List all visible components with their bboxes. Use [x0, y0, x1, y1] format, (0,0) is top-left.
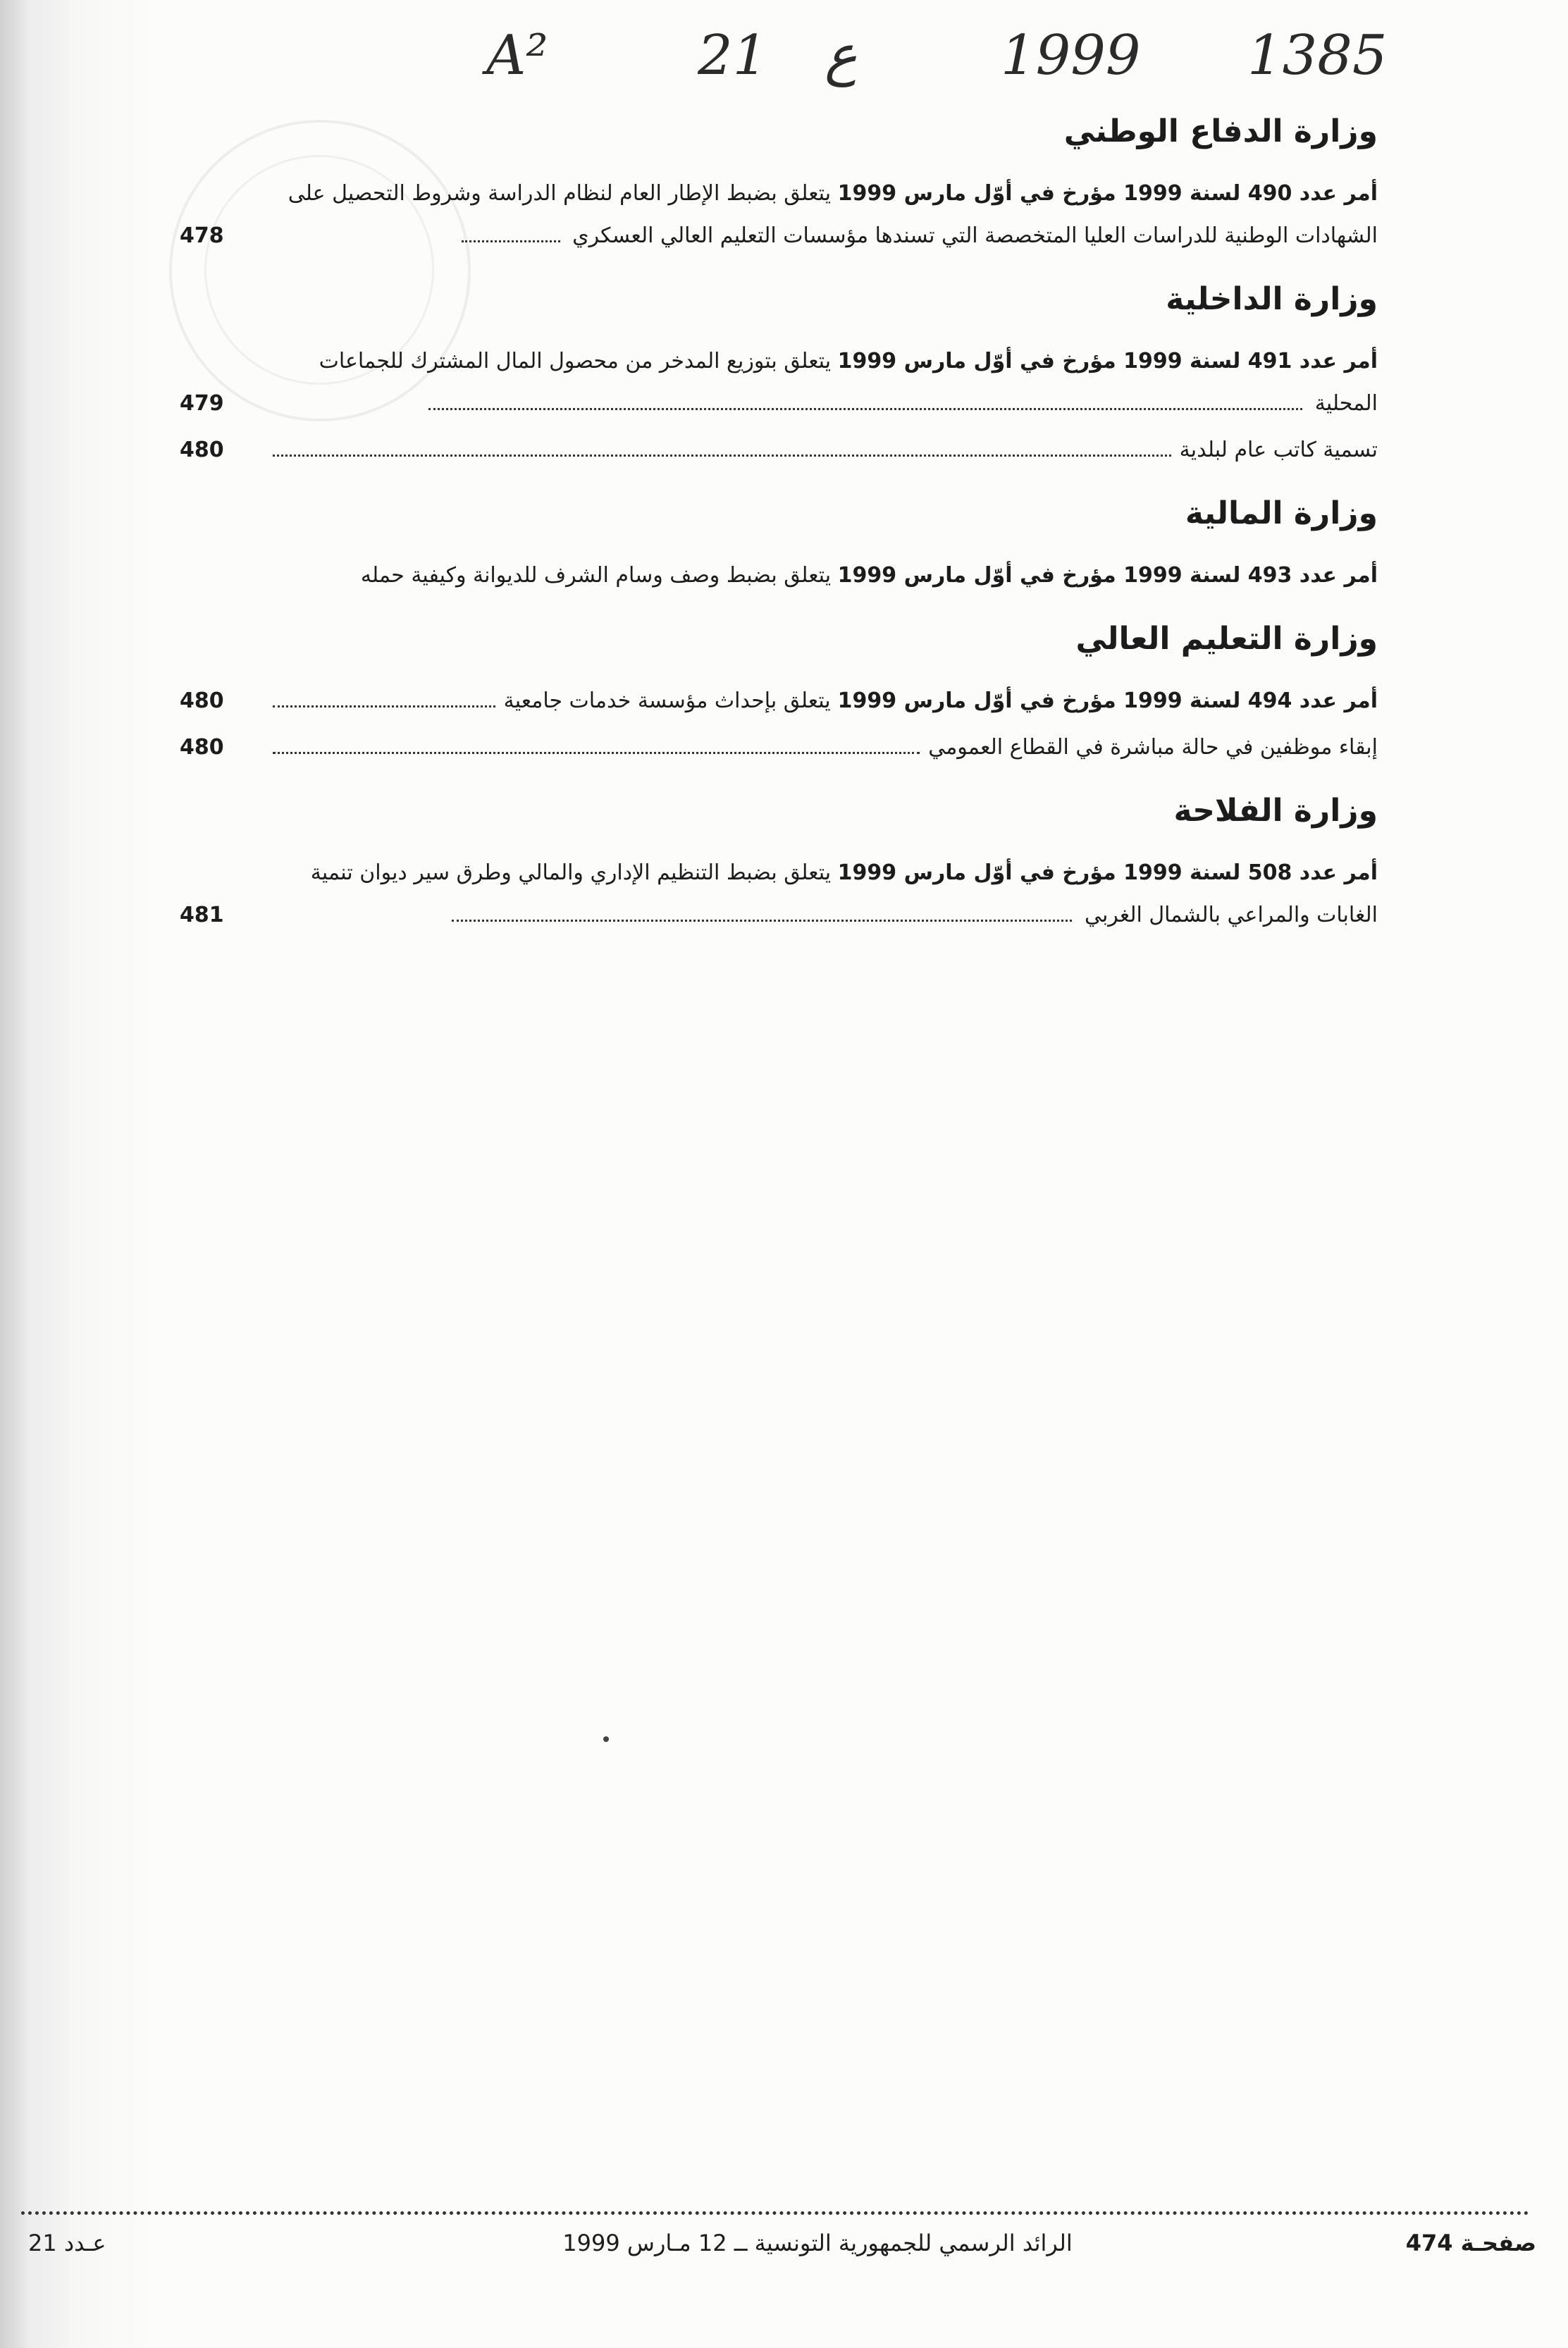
handwritten-mark: 21	[698, 24, 768, 87]
leader-dots	[273, 705, 495, 708]
toc-entry	[180, 680, 1378, 722]
ministry-heading: وزارة المالية	[1185, 495, 1378, 531]
entry-text	[264, 555, 1378, 597]
handwritten-mark: A²	[486, 24, 548, 87]
decree-reference: أمر عدد 491 لسنة 1999 مؤرخ في أوّل مارس 1999	[837, 349, 1378, 373]
entry-text	[264, 173, 1378, 257]
ink-speck	[603, 1736, 609, 1742]
table-of-contents	[180, 109, 1378, 956]
ministry-heading: وزارة التعليم العالي	[1075, 621, 1378, 657]
entry-text	[264, 340, 1378, 425]
entry-description: إبقاء موظفين في حالة مباشرة في القطاع العمومي	[928, 735, 1378, 760]
ministry-section	[180, 109, 1378, 257]
toc-entry	[180, 340, 1378, 425]
entry-text	[264, 852, 1378, 937]
page-number: 481	[180, 903, 224, 927]
page-number: 480	[180, 438, 224, 462]
handwritten-reference-note	[465, 24, 1424, 101]
entry-text	[264, 680, 1378, 722]
toc-entry	[180, 727, 1378, 769]
entry-description: يتعلق بتوزيع المدخر من محصول المال المشترك للجماعات المحلية	[319, 349, 1378, 416]
entry-text	[264, 429, 1378, 471]
toc-entry	[180, 429, 1378, 471]
page-footer	[28, 2230, 1536, 2286]
footer-page-label: صفحـة 474	[1405, 2230, 1536, 2256]
leader-dots	[273, 752, 920, 754]
ministry-section	[180, 491, 1378, 597]
entry-description: تسمية كاتب عام لبلدية	[1179, 438, 1378, 462]
entry-text	[264, 727, 1378, 769]
decree-reference: أمر عدد 508 لسنة 1999 مؤرخ في أوّل مارس 1999	[837, 860, 1378, 885]
entry-description: يتعلق بإحداث مؤسسة خدمات جامعية	[503, 688, 831, 713]
ministry-section	[180, 277, 1378, 471]
handwritten-mark: 1385	[1247, 24, 1388, 87]
ministry-heading: وزارة الدفاع الوطني	[1063, 113, 1378, 149]
toc-entry	[180, 173, 1378, 257]
toc-entry	[180, 555, 1378, 597]
ministry-heading: وزارة الفلاحة	[1173, 793, 1378, 829]
entry-description: يتعلق بضبط الإطار العام لنظام الدراسة وشروط التحصيل على الشهادات الوطنية للدراسات العليا المتخصصة التي تسندها مؤسسات التعليم العالي العسكري	[288, 181, 1378, 248]
decree-reference: أمر عدد 493 لسنة 1999 مؤرخ في أوّل مارس 1999	[837, 563, 1378, 588]
footer-issue-number: عـدد 21	[28, 2230, 106, 2256]
leader-dots	[428, 407, 1302, 410]
footer-gazette-title: الرائد الرسمي للجمهورية التونسية ــ 12 مـارس 1999	[562, 2230, 1073, 2256]
page-number: 479	[180, 391, 224, 416]
ministry-section	[180, 789, 1378, 937]
decree-reference: أمر عدد 490 لسنة 1999 مؤرخ في أوّل مارس 1999	[837, 181, 1378, 206]
handwritten-mark: 1999	[1001, 24, 1141, 87]
entry-description: يتعلق بضبط وصف وسام الشرف للديوانة وكيفية حمله	[360, 563, 832, 588]
leader-dots	[462, 240, 560, 242]
ministry-heading: وزارة الداخلية	[1166, 281, 1378, 317]
toc-entry	[180, 852, 1378, 937]
page-number: 480	[180, 688, 224, 713]
decree-reference: أمر عدد 494 لسنة 1999 مؤرخ في أوّل مارس 1999	[837, 688, 1378, 713]
entry-description: يتعلق بضبط التنظيم الإداري والمالي وطرق سير ديوان تنمية الغابات والمراعي بالشمال الغربي	[310, 860, 1378, 927]
leader-dots	[452, 919, 1072, 922]
leader-dots	[273, 455, 1171, 457]
page-number: 480	[180, 735, 224, 760]
handwritten-mark: ع	[825, 24, 858, 87]
footer-divider	[21, 2211, 1529, 2215]
page-number: 478	[180, 223, 224, 248]
ministry-section	[180, 617, 1378, 769]
